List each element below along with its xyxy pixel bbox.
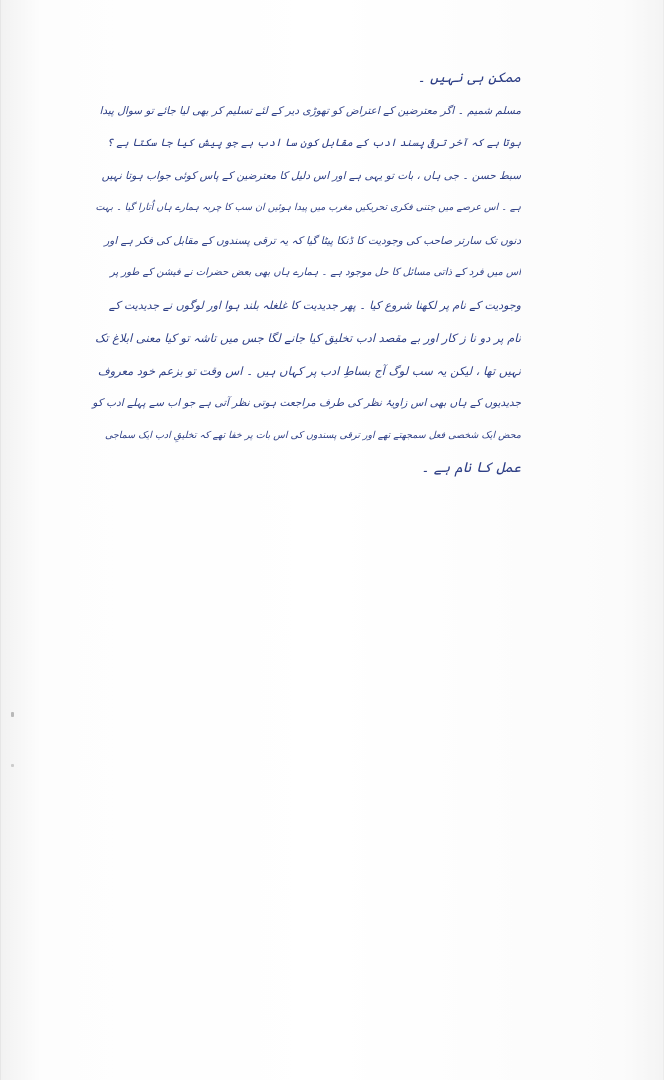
- text-line: سبط حسن ۔ جی ہاں ، بات تو یہی ہے اور اس دلیل کا معترضین کے پاس کوئی جواب ہوتا نہیں: [101, 169, 521, 182]
- text-line: نہیں تھا ، لیکن یہ سب لوگ آج بساطِ ادب پر کہاں ہیں ۔ اس وقت تو بزعم خود معروف: [97, 363, 521, 378]
- text-line: وجودیت کے نام پر لکھنا شروع کیا ۔ پھر جدیدیت کا غلغلہ بلند ہوا اور لوگوں نے جدیدیت کے: [108, 298, 521, 312]
- text-line: ممکن ہی نہیں ۔: [417, 70, 521, 86]
- scan-speck: [11, 764, 14, 767]
- text-line: اس میں فرد کے ذاتی مسائل کا حل موجود ہے ۔ ہمارے ہاں بھی بعض حضرات نے فیشن کے طور پر: [109, 267, 521, 278]
- urdu-text-block: [91, 62, 521, 485]
- text-line: عمل کا نام ہے ۔: [421, 460, 521, 476]
- text-line: محض ایک شخصی فعل سمجھتے تھے اور ترقی پسندوں کی اس بات پر خفا تھے کہ تخلیقِ ادب ایک سماجی: [104, 429, 521, 441]
- text-line: ہوتا ہے کہ آخر ترقی پسند ادب کے مقابل کون سا ادب ہے جو پیش کیا جا سکتا ہے ؟: [106, 137, 521, 149]
- text-line: جدیدیوں کے ہاں بھی اس زاویۂ نظر کی طرف مراجعت ہوتی نظر آتی ہے جو اب سے پہلے ادب کو: [92, 397, 521, 409]
- text-line: ہے ۔ اس عرصے میں جتنی فکری تحریکیں مغرب میں پیدا ہوئیں ان سب کا چربہ ہمارے ہاں اُتارا گیا ۔ بہت: [95, 202, 521, 213]
- text-line: مسلم شمیم ۔ اگر معترضین کے اعتراض کو تھوڑی دیر کے لئے تسلیم کر بھی لیا جائے تو سوال پیدا: [99, 104, 521, 117]
- text-line: نام پر دو نا ز کار اور بے مقصد ادب تخلیق کیا جانے لگا جس میں تاشہ تو کیا معنی ابلاغ تک: [94, 331, 521, 345]
- text-line: دنوں تک سارتر صاحب کی وجودیت کا ڈنکا پیٹا گیا کہ یہ ترقی پسندوں کے مقابل کی فکر ہے اور: [104, 234, 521, 247]
- scan-speck: [11, 712, 14, 717]
